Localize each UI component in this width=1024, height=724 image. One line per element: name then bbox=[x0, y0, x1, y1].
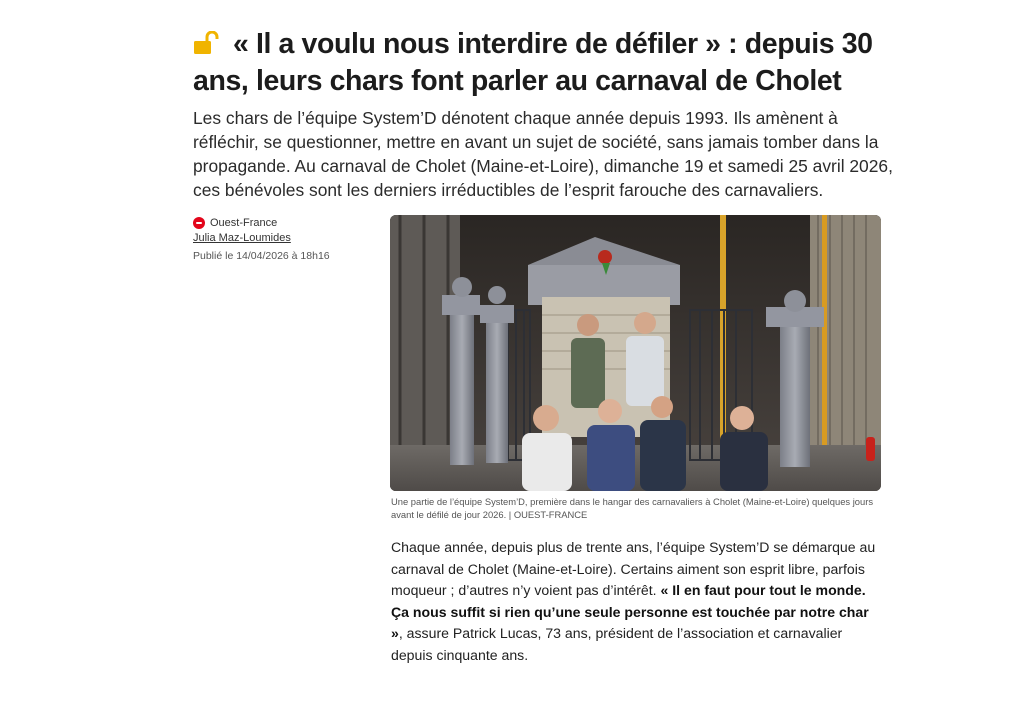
publish-date: Publié le 14/04/2026 à 18h16 bbox=[193, 250, 330, 262]
body-quote: « Il en faut pour tout le monde. Ça nous suffit si rien qu’une seule personne est touchée par notre char » bbox=[391, 582, 869, 641]
headline-text: « Il a voulu nous interdire de défiler » : depuis 30 ans, leurs chars font parler au carnaval de Cholet bbox=[193, 28, 873, 97]
article-photo[interactable] bbox=[390, 215, 881, 491]
source-line bbox=[193, 216, 373, 230]
body-text-after: , assure Patrick Lucas, 73 ans, président de l’association et carnavalier depuis cinquante ans. bbox=[391, 625, 843, 663]
body-text-before: Chaque année, depuis plus de trente ans, l’équipe System’D se démarque au carnaval de Cholet (Maine-et-Loire). Certains aiment son esprit libre, parfois moqueur ; d’autres n’y voient pas d’intérêt. bbox=[391, 539, 876, 598]
author-link[interactable]: Julia Maz-Loumides bbox=[193, 232, 291, 244]
source-name: Ouest-France bbox=[210, 217, 278, 229]
photo-caption: Une partie de l’équipe System’D, première dans le hangar des carnavaliers à Cholet (Maine-et-Loire) quelques jours avant le défilé de jour 2026. | OUEST-FRANCE bbox=[391, 496, 874, 520]
ouest-france-logo-icon bbox=[193, 217, 205, 229]
article-lead: Les chars de l’équipe System’D dénotent chaque année depuis 1993. Ils amènent à réfléchir, se questionner, mettre en avant un sujet de société, sans jamais tomber dans la propagande. Au carnaval de Cholet (Maine-et-Loire), dimanche 19 et samedi 25 avril 2026, ces bénévoles sont les derniers irréductibles de l’esprit farouche des carnavaliers. bbox=[193, 108, 893, 200]
article-meta bbox=[193, 216, 373, 262]
hangar-group-photo bbox=[390, 215, 881, 491]
article-headline bbox=[193, 26, 883, 100]
article-body-paragraph bbox=[391, 537, 883, 666]
unlocked-padlock-icon bbox=[193, 31, 219, 55]
